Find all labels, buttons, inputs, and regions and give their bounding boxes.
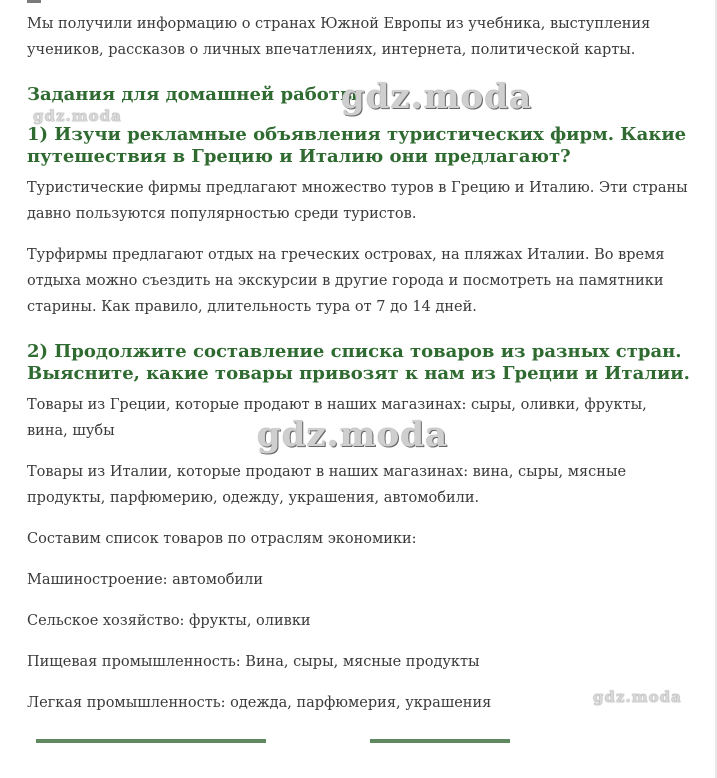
- watermark-small-logo: gdz.moda: [593, 688, 682, 706]
- watermark-logo: gdz.moda: [257, 415, 449, 455]
- task1-paragraph-1: Туристические фирмы предлагают множество туров в Грецию и Италию. Эти страны давно пользуются популярностью среди туристов.: [27, 180, 688, 222]
- list-item: Легкая промышленность: одежда, парфюмерия, украшения: [27, 695, 492, 711]
- top-cutoff-fragment: [27, 0, 41, 3]
- watermark-small-logo: gdz.moda: [33, 107, 122, 125]
- list-item: Машиностроение: автомобили: [27, 572, 264, 588]
- task1-question: 1) Изучи рекламные объявления туристических фирм. Какие путешествия в Грецию и Италию они предлагают?: [27, 124, 687, 167]
- task2-question: 2) Продолжите составление списка товаров из разных стран. Выясните, какие товары привозят к нам из Греции и Италии.: [27, 341, 690, 384]
- watermark-logo: gdz.moda: [341, 77, 533, 117]
- italy-goods: Товары из Италии, которые продают в наших магазинах: вина, сыры, мясные продукты, парфюмерию, одежду, украшения, автомобили.: [27, 464, 627, 506]
- bottom-cutoff-fragment: [370, 739, 510, 743]
- list-item: Пищевая промышленность: Вина, сыры, мясные продукты: [27, 654, 480, 670]
- intro-paragraph: Мы получили информацию о странах Южной Европы из учебника, выступления учеников, рассказов о личных впечатлениях, интернета, политической карты.: [27, 16, 651, 58]
- section-title: Задания для домашней работы: [27, 84, 358, 105]
- list-item: Сельское хозяйство: фрукты, оливки: [27, 613, 311, 629]
- list-intro: Составим список товаров по отраслям экономики:: [27, 531, 417, 547]
- task1-paragraph-2: Турфирмы предлагают отдых на греческих островах, на пляжах Италии. Во время отдыха можно съездить на экскурсии в другие города и посмотреть на памятники старины. Как правило, длительность тура от 7 до 14 дней.: [27, 247, 665, 315]
- greece-goods: Товары из Греции, которые продают в наших магазинах: сыры, оливки, фрукты, вина, шубы: [27, 397, 647, 439]
- bottom-cutoff-fragment: [36, 739, 266, 743]
